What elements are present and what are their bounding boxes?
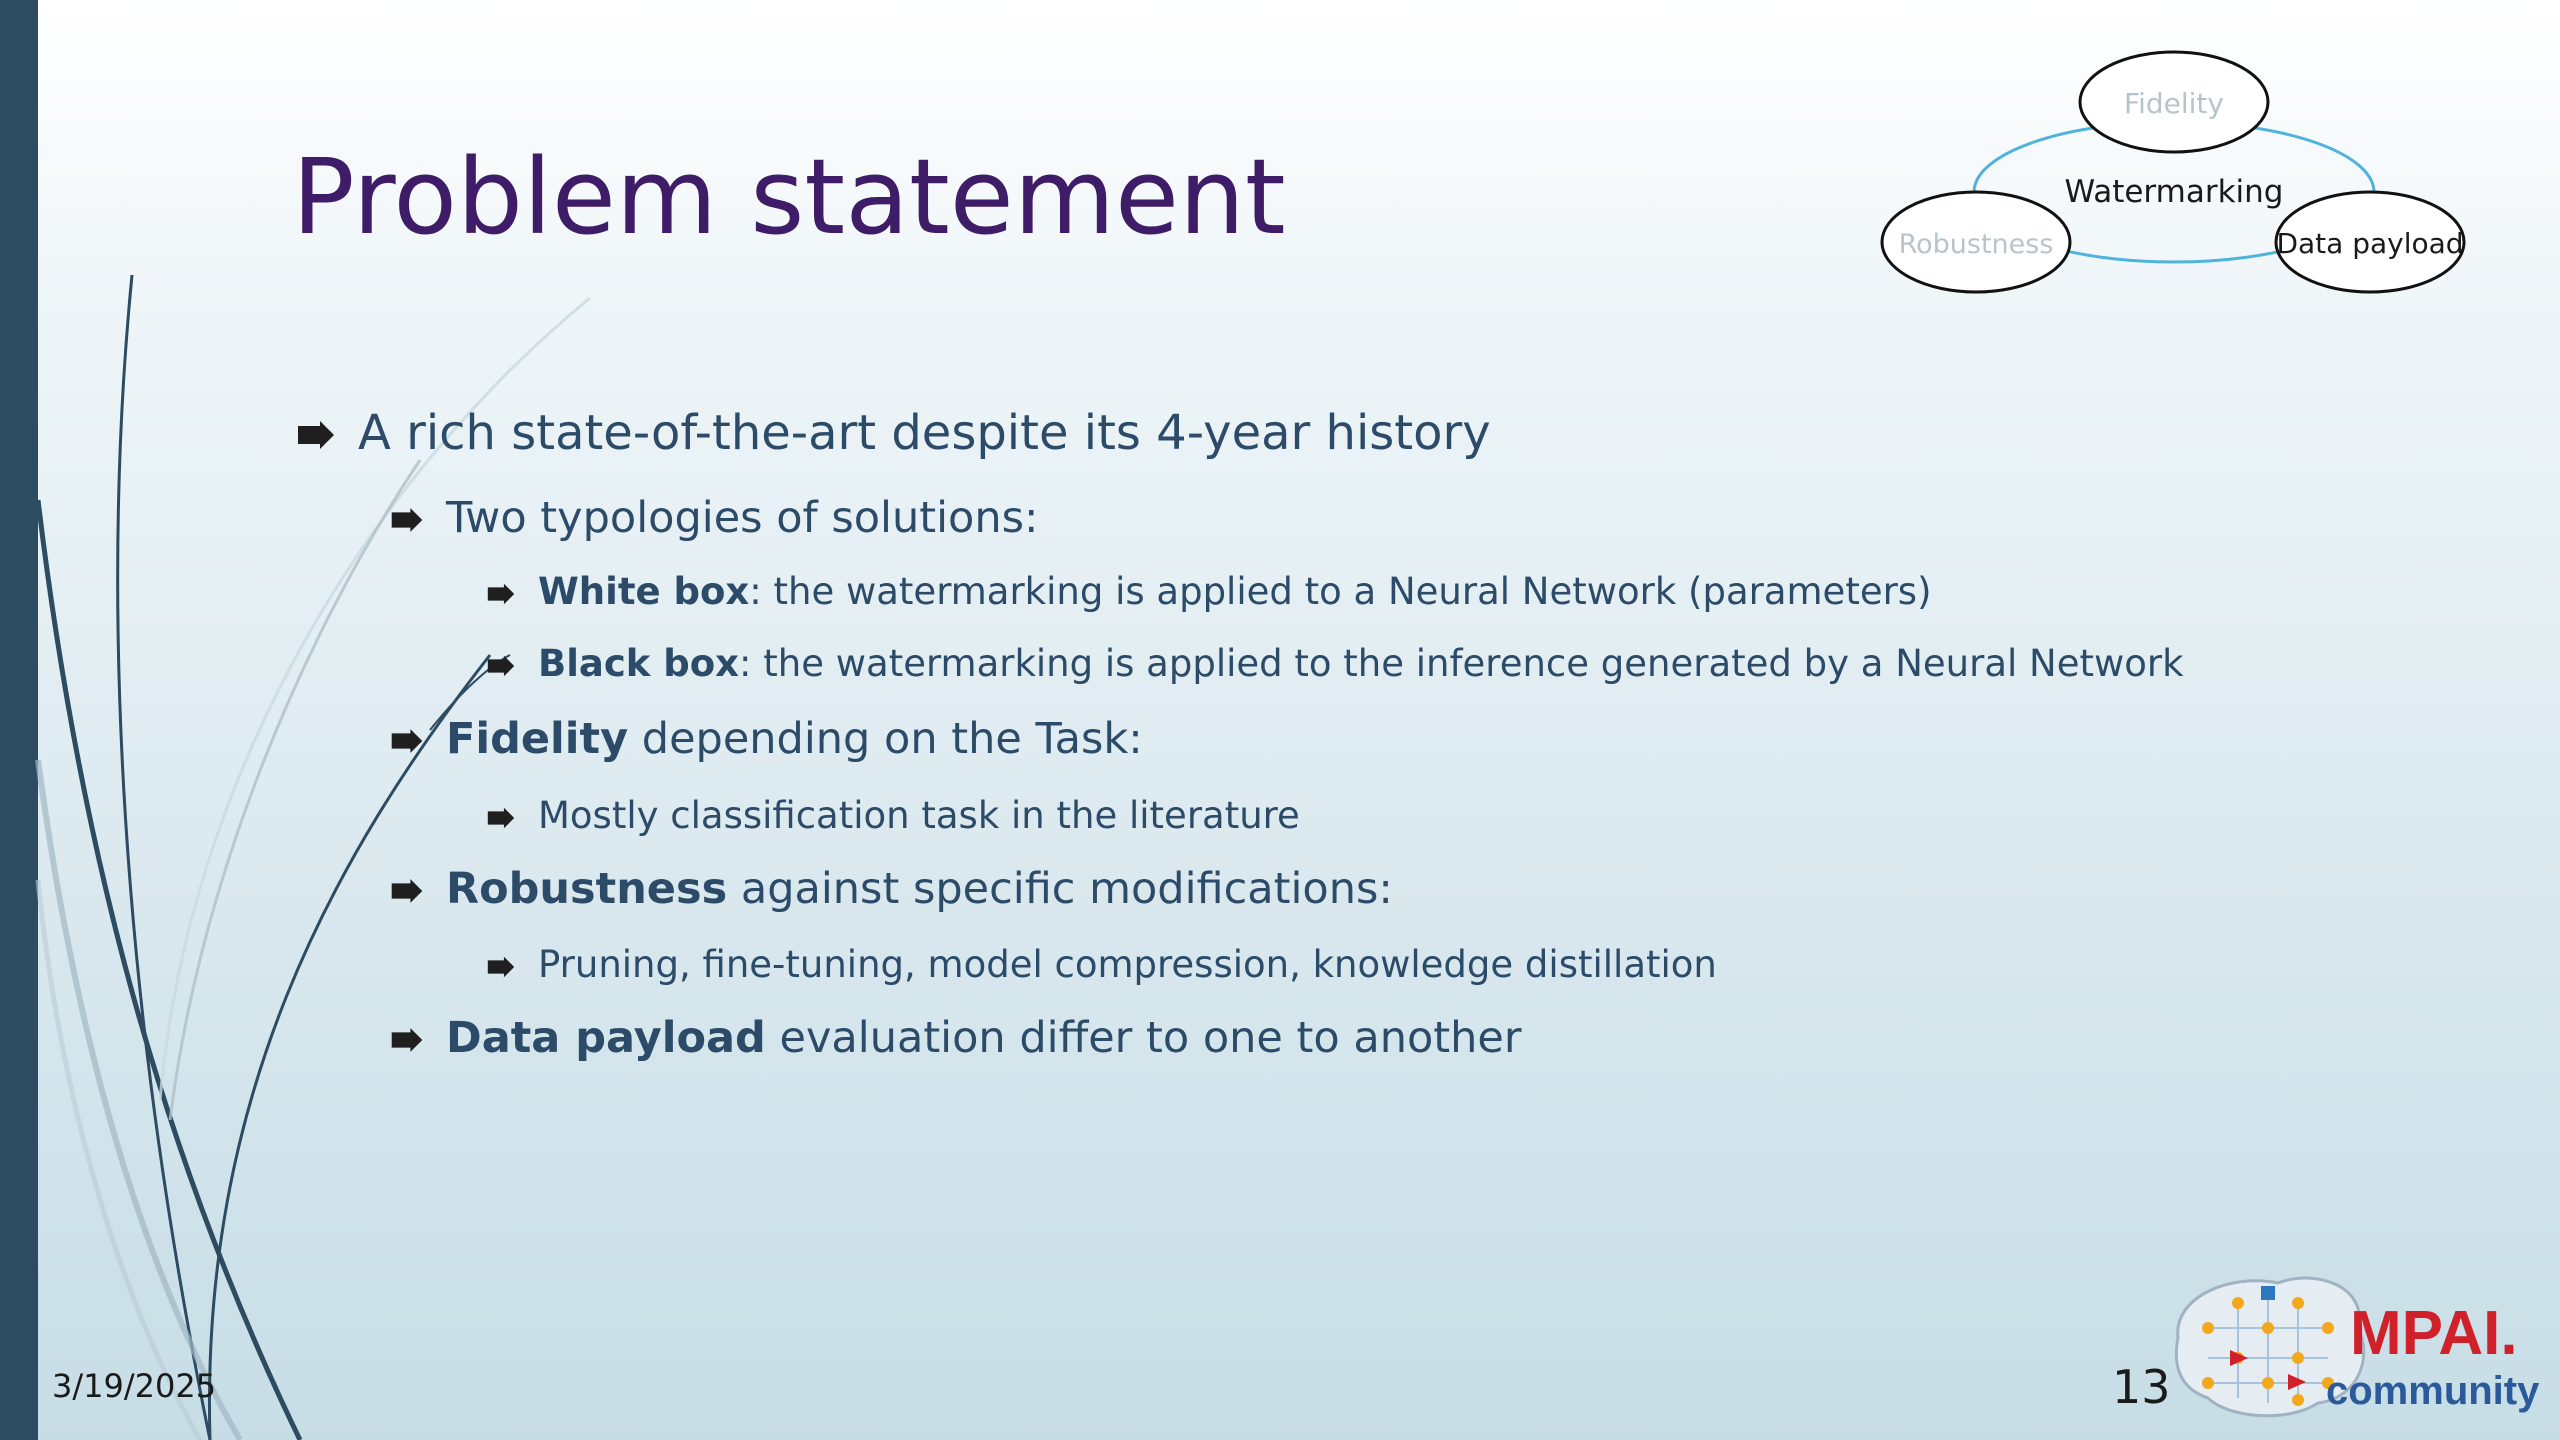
bullet-text: : the watermarking is applied to the inference generated by a Neural Network: [739, 642, 2184, 685]
arrow-bullet-icon: [486, 807, 516, 829]
arrow-bullet-icon: [486, 583, 516, 605]
bullet-level3: [486, 943, 1717, 986]
arrow-bullet-icon: [296, 420, 336, 450]
logo-community-text: community: [2326, 1369, 2540, 1413]
bullet-level3: [486, 570, 1932, 613]
slide-date: 3/19/2025: [52, 1367, 217, 1405]
arrow-bullet-icon: [486, 655, 516, 677]
bullet-level3: [486, 642, 2184, 685]
bullet-level2: [390, 714, 1143, 764]
bullet-level2: [390, 864, 1393, 914]
bullet-bold-term: White box: [538, 570, 750, 613]
center-label: Watermarking: [2064, 174, 2284, 210]
arrow-bullet-icon: [390, 878, 424, 904]
arrow-bullet-icon: [390, 507, 424, 533]
bullet-text: A rich state-of-the-art despite its 4-year history: [358, 405, 1491, 461]
watermarking-diagram: [1874, 42, 2474, 302]
page-number: 13: [2112, 1360, 2171, 1414]
bullet-text: Mostly classification task in the literature: [538, 794, 1300, 837]
arrow-bullet-icon: [390, 1027, 424, 1053]
bullet-text: : the watermarking is applied to a Neural Network (parameters): [749, 570, 1932, 613]
bullet-bold-term: Robustness: [446, 864, 728, 914]
bullet-level1: [296, 405, 1491, 461]
data-payload-label: Data payload: [2276, 227, 2464, 260]
bullet-text: depending on the Task:: [628, 714, 1143, 764]
bullet-level2: [390, 1013, 1522, 1063]
bullet-text: against specific modifications:: [727, 864, 1393, 914]
bullet-level2: [390, 493, 1039, 543]
bullet-text: Pruning, fine-tuning, model compression, knowledge distillation: [538, 943, 1717, 986]
bullet-bold-term: Black box: [538, 642, 740, 685]
arrow-bullet-icon: [486, 956, 516, 978]
slide-title: Problem statement: [292, 136, 1286, 258]
bullet-text: Two typologies of solutions:: [446, 493, 1039, 543]
bullet-bold-term: Fidelity: [446, 714, 629, 764]
robustness-label: Robustness: [1898, 229, 2054, 260]
bullet-text: evaluation differ to one to another: [765, 1013, 1522, 1063]
logo-mpai-text: MPAI.: [2350, 1299, 2518, 1368]
bullet-bold-term: Data payload: [446, 1013, 766, 1063]
left-accent-bar: [0, 0, 38, 1440]
fidelity-label: Fidelity: [2124, 87, 2224, 120]
bullet-level3: [486, 794, 1300, 837]
arrow-bullet-icon: [390, 728, 424, 754]
